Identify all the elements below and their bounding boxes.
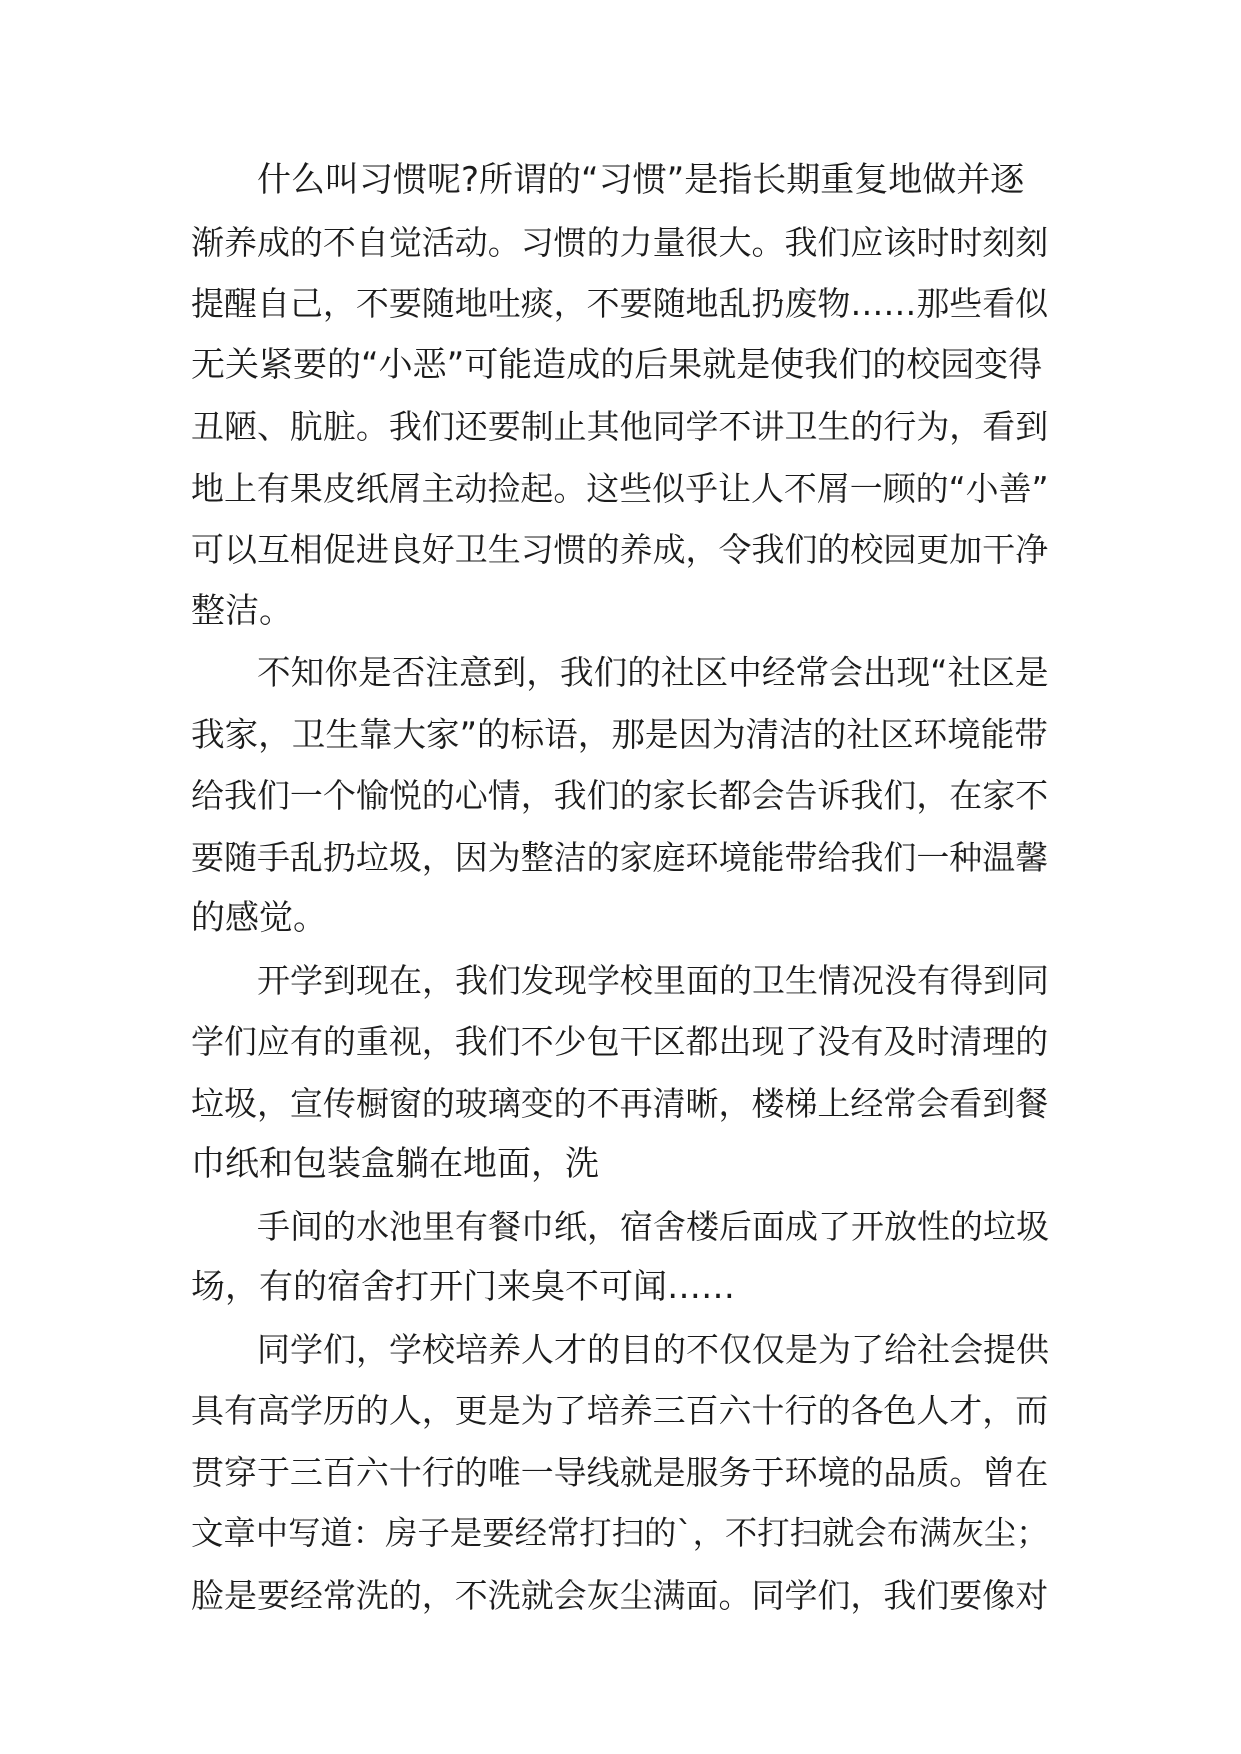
text-line: 无关紧要的“小恶”可能造成的后果就是使我们的校园变得 [191, 344, 1043, 385]
text-line: 具有高学历的人，更是为了培养三百六十行的各色人才，而 [191, 1391, 1049, 1430]
paragraph-first-line: 什么叫习惯呢?所谓的“习惯”是指长期重复地做并逐 [257, 160, 1025, 200]
text-line: 垃圾，宣传橱窗的玻璃变的不再清晰，楼梯上经常会看到餐 [191, 1083, 1049, 1123]
paragraph-first-line: 开学到现在，我们发现学校里面的卫生情况没有得到同 [257, 960, 1049, 1000]
text-line: 整洁。 [191, 590, 293, 631]
text-line: 要随手乱扔垃圾，因为整洁的家庭环境能带给我们一种温馨 [191, 837, 1049, 877]
text-line: 的感觉。 [191, 898, 327, 938]
text-line: 脸是要经常洗的，不洗就会灰尘满面。同学们，我们要像对 [191, 1575, 1049, 1615]
body-text [191, 150, 1053, 1626]
text-line: 贯穿于三百六十行的唯一导线就是服务于环境的品质。曾在 [191, 1452, 1049, 1492]
paragraph-first-line: 手间的水池里有餐巾纸，宿舍楼后面成了开放性的垃圾 [257, 1206, 1049, 1246]
paragraph-first-line: 同学们，学校培养人才的目的不仅仅是为了给社会提供 [257, 1329, 1049, 1369]
text-line: 给我们一个愉悦的心情，我们的家长都会告诉我们，在家不 [191, 776, 1049, 815]
text-line: 提醒自己，不要随地吐痰，不要随地乱扔废物……那些看似 [191, 284, 1049, 323]
text-line: 可以互相促进良好卫生习惯的养成，令我们的校园更加干净 [191, 530, 1049, 569]
paragraph-first-line: 不知你是否注意到，我们的社区中经常会出现“社区是 [257, 653, 1049, 692]
text-line: 我家，卫生靠大家”的标语，那是因为清洁的社区环境能带 [191, 714, 1048, 754]
text-line: 丑陋、肮脏。我们还要制止其他同学不讲卫生的行为，看到 [191, 407, 1049, 446]
text-line: 渐养成的不自觉活动。习惯的力量很大。我们应该时时刻刻 [191, 222, 1049, 262]
text-line: 学们应有的重视，我们不少包干区都出现了没有及时清理的 [191, 1022, 1049, 1061]
text-line: 巾纸和包装盒躺在地面，洗 [191, 1144, 599, 1184]
text-line: 场，有的宿舍打开门来臭不可闻…… [191, 1267, 735, 1307]
text-line: 地上有果皮纸屑主动捡起。这些似乎让人不屑一顾的“小善” [191, 468, 1049, 508]
text-line: 文章中写道：房子是要经常打扫的`，不打扫就会布满灰尘； [191, 1514, 1049, 1552]
